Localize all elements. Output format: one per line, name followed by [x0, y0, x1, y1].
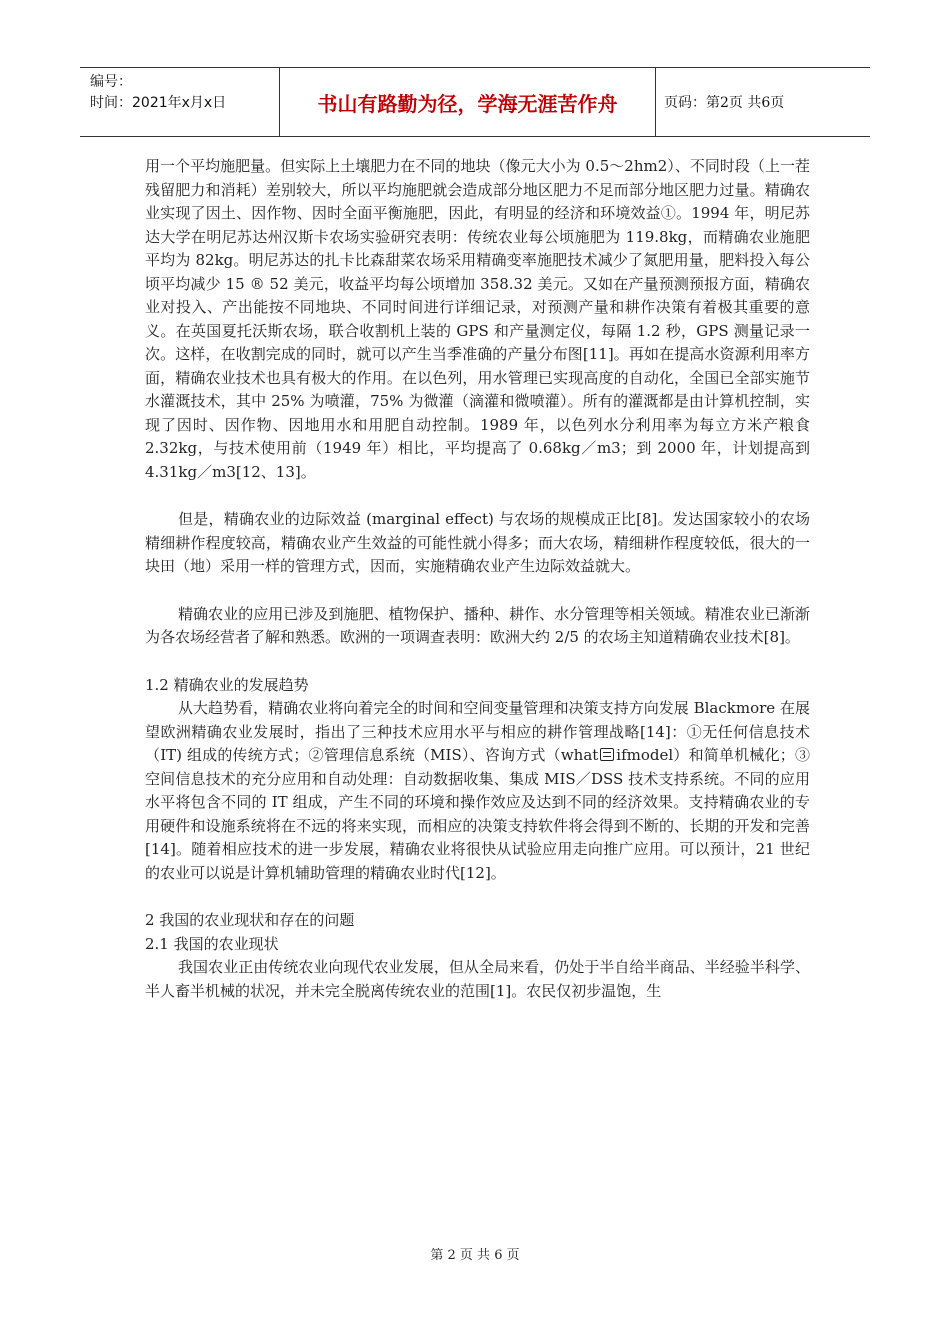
section-heading: 2 我国的农业现状和存在的问题 — [145, 911, 355, 929]
header-page-label: 页码：第2页 共6页 — [664, 95, 785, 111]
document-body — [145, 155, 810, 1003]
document-number-label: 编号： — [90, 74, 132, 90]
header-meta — [80, 68, 280, 136]
header-motto: 书山有路勤为径，学海无涯苦作舟 — [280, 68, 656, 136]
page-header — [80, 67, 870, 137]
document-icon — [600, 748, 614, 761]
paragraph — [145, 697, 810, 885]
page-footer: 第 2 页 共 6 页 — [430, 1248, 520, 1263]
paragraph-text: ifmodel）和简单机械化；③空间信息技术的充分应用和自动处理：自动数据收集、集成 MIS／DSS 技术支持系统。不同的应用水平将包含不同的 IT 组成，产生不同的环境和操作效应及达到不同的经济效果。支持精确农业的专用硬件和设施系统将在不远的将来实现，而相应的决策支持软件将会得到不断的、长期的开发和完善[14]。随着相应技术的进一步发展，精确农业将很快从试验应用走向推广应用。可以预计，21 世纪的农业可以说是计算机辅助管理的精确农业时代[12]。 — [145, 746, 810, 882]
paragraph: 用一个平均施肥量。但实际上土壤肥力在不同的地块（像元大小为 0.5～2hm2）、不同时段（上一茬残留肥力和消耗）差别较大，所以平均施肥就会造成部分地区肥力不足而部分地区肥力过量。精确农业实现了因土、因作物、因时全面平衡施肥，因此，有明显的经济和环境效益①。1994 年，明尼苏达大学在明尼苏达州汉斯卡农场实验研究表明：传统农业每公顷施肥为 119.8kg，而精确农业施肥平均为 82kg。明尼苏达的扎卡比森甜菜农场采用精确变率施肥技术减少了氮肥用量，肥料投入每公顷平均减少 15 ® 52 美元，收益平均每公顷增加 358.32 美元。又如在产量预测预报方面，精确农业对投入、产出能按不同地块、不同时间进行详细记录，对预测产量和耕作决策有着极其重要的意义。在英国夏托沃斯农场，联合收割机上装的 GPS 和产量测定仪，每隔 1.2 秒，GPS 测量记录一次。这样，在收割完成的同时，就可以产生当季准确的产量分布图[11]。再如在提高水资源利用率方面，精确农业技术也具有极大的作用。在以色列，用水管理已实现高度的自动化，全国已全部实施节水灌溉技术，其中 25% 为喷灌，75% 为微灌（滴灌和微喷灌）。所有的灌溉都是由计算机控制，实现了因时、因作物、因地用水和用肥自动控制。1989 年，以色列水分利用率为每立方米产粮食 2.32kg，与技术使用前（1949 年）相比，平均提高了 0.68kg／m3；到 2000 年，计划提高到 4.31kg／m3[12、13]。 — [145, 157, 810, 481]
section-heading: 2.1 我国的农业现状 — [145, 934, 279, 953]
paragraph-text: 从大趋势看，精确农业将向着完全的时间和空间变量管理和决策支持方向发展 Blackmore 在展望欧洲精确农业发展时，指出了三种技术应用水平与相应的耕作管理战略[14]：①无任何信息技术（IT) 组成的传统方式；②管理信息系统（MIS）、咨询方式（what — [145, 699, 810, 764]
paragraph: 精确农业的应用已涉及到施肥、植物保护、播种、耕作、水分管理等相关领域。精准农业已渐渐为各农场经营者了解和熟悉。欧洲的一项调查表明：欧洲大约 2/5 的农场主知道精确农业技术[8]。 — [145, 604, 810, 646]
document-time-label: 时间：2021年x月x日 — [90, 95, 227, 111]
paragraph: 我国农业正由传统农业向现代农业发展，但从全局来看，仍处于半自给半商品、半经验半科学、半人畜半机械的状况，并未完全脱离传统农业的范围[1]。农民仅初步温饱，生 — [145, 958, 810, 1000]
section-heading: 1.2 精确农业的发展趋势 — [145, 675, 309, 694]
paragraph: 但是，精确农业的边际效益 (marginal effect) 与农场的规模成正比[8]。发达国家较小的农场精细耕作程度较高，精确农业产生效益的可能性就小得多；而大农场，精细耕作程度较低，很大的一块田（地）采用一样的管理方式，因而，实施精确农业产生边际效益就大。 — [145, 510, 810, 575]
